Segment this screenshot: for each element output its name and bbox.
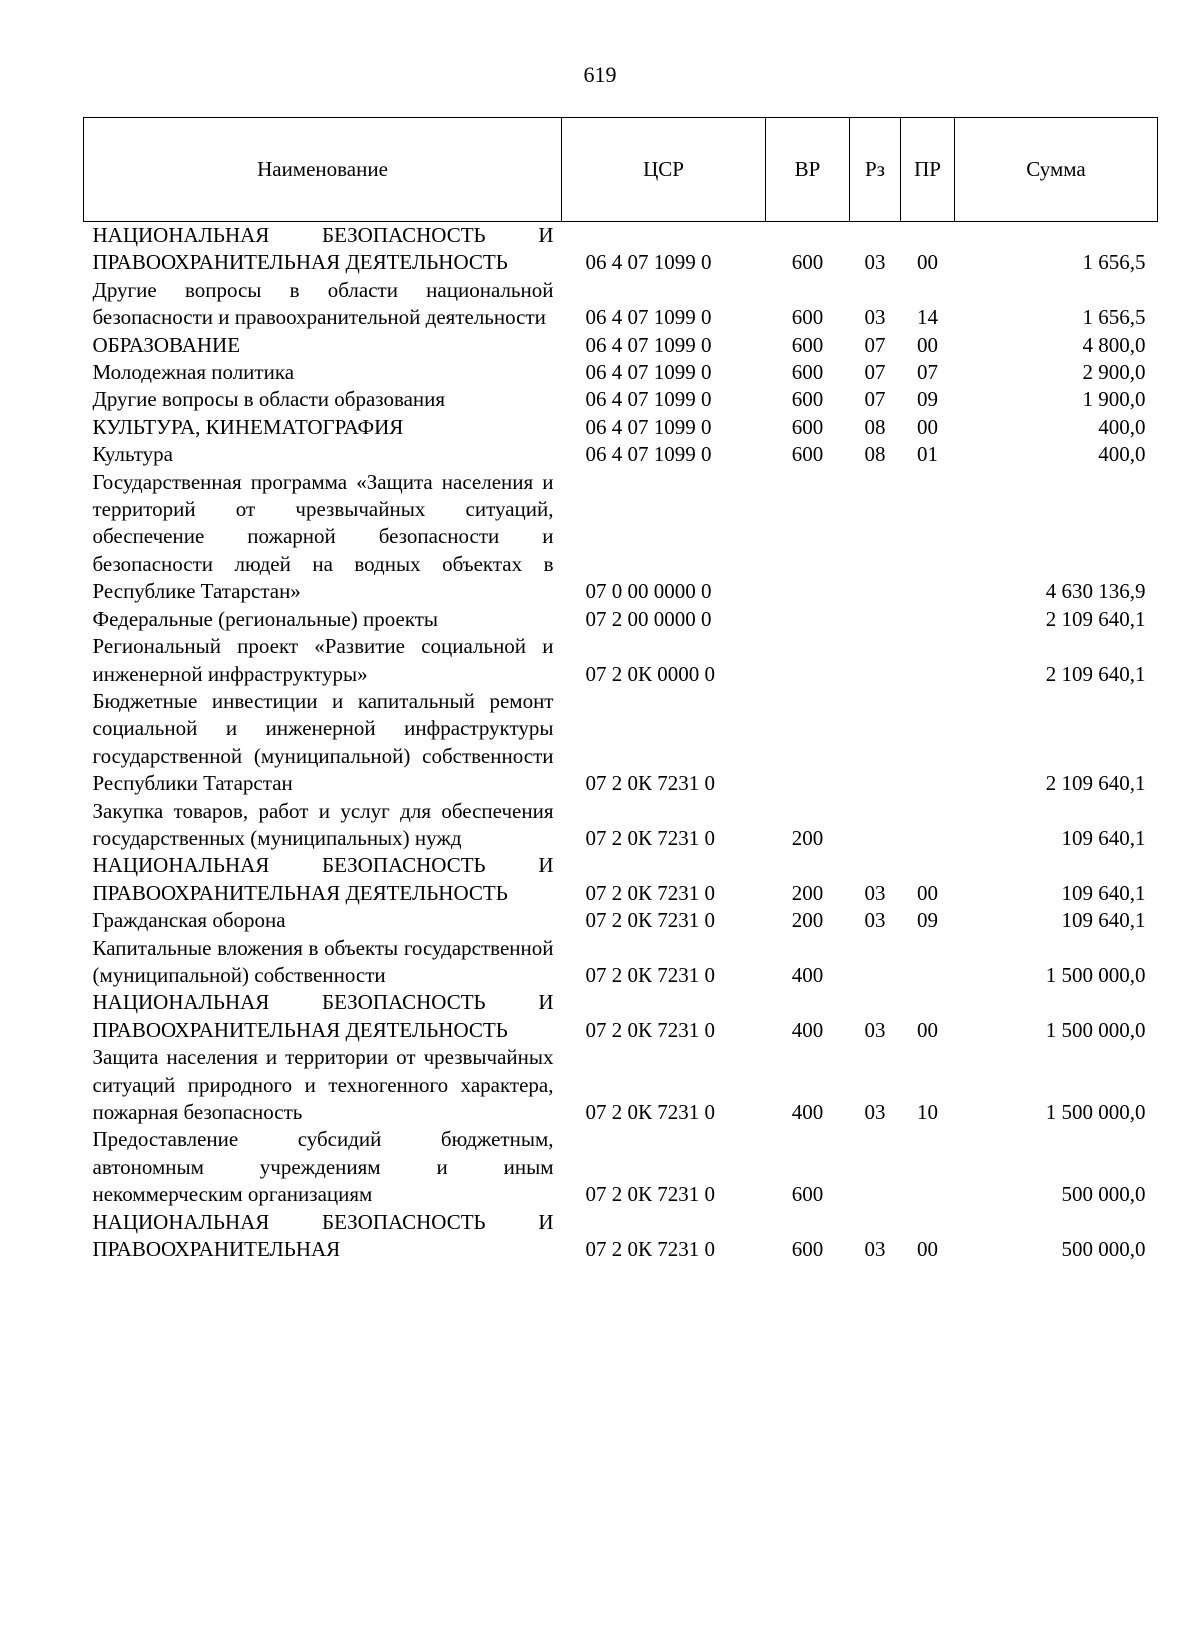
cell-csr: 06 4 07 1099 0 <box>585 332 712 357</box>
cell-name: НАЦИОНАЛЬНАЯ БЕЗОПАСНОСТЬ И ПРАВООХРАНИТЕЛЬНАЯ ДЕЯТЕЛЬНОСТЬ <box>92 223 554 275</box>
cell-csr: 07 2 0К 7231 0 <box>585 825 716 850</box>
cell-pr: 00 <box>917 332 938 357</box>
cell-pr <box>901 688 955 798</box>
cell-csr: 07 2 0К 7231 0 <box>585 1100 716 1124</box>
cell-rz <box>850 606 901 633</box>
header-rz: Рз <box>850 118 901 222</box>
table-row <box>84 469 1158 606</box>
cell-rz: 08 <box>864 414 886 439</box>
cell-pr <box>901 633 955 688</box>
cell-rz <box>850 688 901 798</box>
budget-table <box>83 117 1158 1263</box>
cell-pr <box>901 935 955 990</box>
cell-name: Гражданская оборона <box>92 908 286 933</box>
cell-rz: 07 <box>864 360 886 385</box>
cell-vr: 600 <box>791 305 824 330</box>
cell-pr: 07 <box>917 360 938 385</box>
table-row <box>84 222 1158 277</box>
cell-csr: 06 4 07 1099 0 <box>585 250 712 275</box>
table-row <box>84 989 1158 1044</box>
cell-pr: 14 <box>917 305 938 330</box>
page-number: 619 <box>583 62 617 87</box>
cell-csr: 07 2 00 0000 0 <box>585 606 712 631</box>
table-body <box>84 222 1158 1264</box>
cell-csr: 07 2 0К 7231 0 <box>585 1017 716 1042</box>
cell-name: Предоставление субсидий бюджетным, автономным учреждениям и иным некоммерческим организациям <box>92 1127 554 1207</box>
cell-name: Капитальные вложения в объекты государственной (муниципальной) собственности <box>92 935 554 987</box>
cell-vr <box>766 688 850 798</box>
cell-sum: 400,0 <box>1098 442 1146 467</box>
cell-vr: 400 <box>791 962 824 987</box>
table-row <box>84 852 1158 907</box>
cell-pr <box>901 469 955 606</box>
cell-sum: 1 656,5 <box>1082 250 1146 275</box>
header-vr: ВР <box>766 118 850 222</box>
table-row <box>84 359 1158 386</box>
cell-rz <box>850 469 901 606</box>
table-row <box>84 414 1158 441</box>
cell-name: КУЛЬТУРА, КИНЕМАТОГРАФИЯ <box>92 414 404 439</box>
cell-rz: 07 <box>864 387 886 412</box>
cell-rz <box>850 935 901 990</box>
cell-vr: 600 <box>791 1237 824 1262</box>
cell-vr: 600 <box>791 442 824 467</box>
cell-sum: 1 656,5 <box>1082 305 1146 330</box>
header-pr: ПР <box>901 118 955 222</box>
cell-pr: 09 <box>917 387 938 412</box>
cell-pr: 00 <box>917 1017 938 1042</box>
cell-rz: 03 <box>864 1237 886 1262</box>
cell-name: Другие вопросы в области национальной безопасности и правоохранительной деятельности <box>92 277 554 330</box>
cell-vr: 600 <box>791 387 824 412</box>
cell-csr: 07 2 0К 0000 0 <box>585 661 716 686</box>
cell-rz: 03 <box>864 880 886 905</box>
cell-csr: 07 2 0К 7231 0 <box>585 962 716 987</box>
table-row <box>84 606 1158 633</box>
cell-name: Бюджетные инвестиции и капитальный ремонт социальной и инженерной инфраструктуры государственной (муниципальной) собственности Республики Татарстан <box>92 688 554 796</box>
cell-sum: 109 640,1 <box>1061 908 1146 933</box>
cell-vr: 600 <box>791 332 824 357</box>
table-row <box>84 332 1158 359</box>
cell-rz: 03 <box>864 1100 886 1124</box>
cell-sum: 4 800,0 <box>1082 332 1146 357</box>
cell-name: НАЦИОНАЛЬНАЯ БЕЗОПАСНОСТЬ И ПРАВООХРАНИТЕЛЬНАЯ ДЕЯТЕЛЬНОСТЬ <box>92 853 554 905</box>
cell-pr: 00 <box>917 414 938 439</box>
header-csr: ЦСР <box>562 118 766 222</box>
cell-rz <box>850 633 901 688</box>
cell-csr: 06 4 07 1099 0 <box>585 414 712 439</box>
cell-sum: 2 900,0 <box>1082 360 1146 385</box>
cell-vr: 600 <box>791 360 824 385</box>
cell-pr <box>901 798 955 853</box>
cell-sum: 4 630 136,9 <box>1045 579 1146 604</box>
cell-name: Защита населения и территории от чрезвычайных ситуаций природного и техногенного характера, пожарная безопасность <box>92 1045 554 1124</box>
header-name: Наименование <box>84 118 562 222</box>
cell-pr <box>901 1126 955 1208</box>
cell-pr: 01 <box>917 442 938 467</box>
cell-vr: 400 <box>791 1017 824 1042</box>
cell-sum: 1 500 000,0 <box>1045 962 1146 987</box>
cell-vr: 200 <box>791 880 824 905</box>
cell-sum: 2 109 640,1 <box>1045 606 1146 631</box>
cell-pr: 09 <box>917 908 938 933</box>
cell-csr: 07 0 00 0000 0 <box>585 579 712 604</box>
cell-name: Региональный проект «Развитие социальной и инженерной инфраструктуры» <box>92 634 554 686</box>
table-row <box>84 935 1158 990</box>
cell-vr <box>766 606 850 633</box>
cell-rz: 03 <box>864 1017 886 1042</box>
cell-name: Закупка товаров, работ и услуг для обеспечения государственных (муниципальных) нужд <box>92 798 554 850</box>
header-sum: Сумма <box>955 118 1158 222</box>
cell-pr: 00 <box>917 250 938 275</box>
cell-csr: 07 2 0К 7231 0 <box>585 880 716 905</box>
cell-vr: 200 <box>791 908 824 933</box>
cell-csr: 07 2 0К 7231 0 <box>585 1182 716 1207</box>
cell-name: ОБРАЗОВАНИЕ <box>92 332 241 357</box>
table-row <box>84 1044 1158 1126</box>
cell-rz: 03 <box>864 250 886 275</box>
table-row <box>84 798 1158 853</box>
cell-sum: 109 640,1 <box>1061 880 1146 905</box>
table-row <box>84 633 1158 688</box>
cell-sum: 500 000,0 <box>1061 1237 1146 1262</box>
cell-csr: 06 4 07 1099 0 <box>585 360 712 385</box>
cell-sum: 1 500 000,0 <box>1045 1017 1146 1042</box>
table-row <box>84 907 1158 934</box>
cell-rz <box>850 798 901 853</box>
cell-vr: 200 <box>791 825 824 850</box>
cell-sum: 109 640,1 <box>1061 825 1146 850</box>
cell-name: Государственная программа «Защита населения и территорий от чрезвычайных ситуаций, обеспечение пожарной безопасности и безопасности людей на водных объектах в Республике Татарстан» <box>92 469 554 604</box>
cell-csr: 07 2 0К 7231 0 <box>585 771 716 796</box>
cell-name: Другие вопросы в области образования <box>92 387 446 412</box>
cell-vr: 400 <box>791 1100 824 1124</box>
cell-rz: 03 <box>864 908 886 933</box>
cell-rz: 03 <box>864 305 886 330</box>
cell-pr <box>901 606 955 633</box>
table-row <box>84 277 1158 332</box>
cell-sum: 2 109 640,1 <box>1045 771 1146 796</box>
cell-sum: 1 900,0 <box>1082 387 1146 412</box>
cell-vr: 600 <box>791 414 824 439</box>
cell-name: Федеральные (региональные) проекты <box>92 606 439 631</box>
cell-name: Культура <box>92 442 173 467</box>
cell-name: Молодежная политика <box>92 360 295 385</box>
cell-vr <box>766 633 850 688</box>
cell-rz <box>850 1126 901 1208</box>
cell-sum: 1 500 000,0 <box>1045 1100 1146 1124</box>
cell-csr: 07 2 0К 7231 0 <box>585 1237 716 1262</box>
cell-csr: 07 2 0К 7231 0 <box>585 908 716 933</box>
cell-csr: 06 4 07 1099 0 <box>585 305 712 330</box>
cell-pr: 00 <box>917 880 938 905</box>
cell-sum: 2 109 640,1 <box>1045 661 1146 686</box>
table-header <box>84 118 1158 222</box>
cell-rz: 08 <box>864 442 886 467</box>
cell-csr: 06 4 07 1099 0 <box>585 442 712 467</box>
cell-pr: 00 <box>917 1237 938 1262</box>
table-row <box>84 441 1158 468</box>
table-row <box>84 1126 1158 1208</box>
cell-name: НАЦИОНАЛЬНАЯ БЕЗОПАСНОСТЬ И ПРАВООХРАНИТЕЛЬНАЯ ДЕЯТЕЛЬНОСТЬ <box>92 990 554 1042</box>
cell-name: НАЦИОНАЛЬНАЯ БЕЗОПАСНОСТЬ И ПРАВООХРАНИТЕЛЬНАЯ <box>92 1209 554 1262</box>
table-row <box>84 1209 1158 1264</box>
cell-csr: 06 4 07 1099 0 <box>585 387 712 412</box>
cell-sum: 400,0 <box>1098 414 1146 439</box>
cell-pr: 10 <box>917 1100 938 1124</box>
table-row <box>84 688 1158 798</box>
cell-rz: 07 <box>864 332 886 357</box>
header-row <box>84 118 1158 222</box>
cell-vr: 600 <box>791 1182 824 1207</box>
cell-vr <box>766 469 850 606</box>
cell-vr: 600 <box>791 250 824 275</box>
table-row <box>84 386 1158 413</box>
cell-sum: 500 000,0 <box>1061 1182 1146 1207</box>
